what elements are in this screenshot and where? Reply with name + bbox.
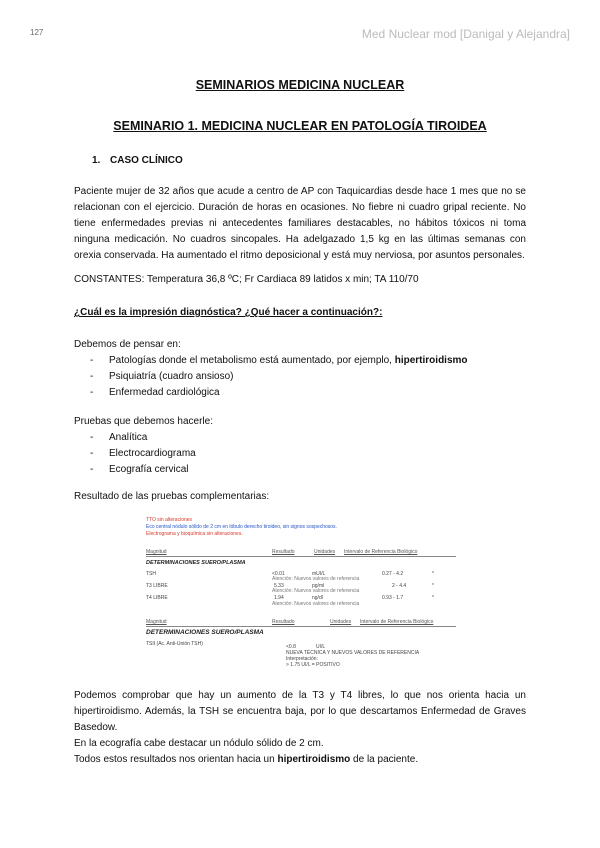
lab-header-result: Resultado	[272, 619, 295, 625]
final-conclusion-emphasis: hipertiroidismo	[277, 754, 351, 765]
list-item: - Analítica	[90, 430, 526, 446]
lab-header-magnitude: Magnitud	[146, 549, 167, 555]
lab-row-flag: *	[432, 571, 434, 577]
seminar-title: SEMINARIO 1. MEDICINA NUCLEAR EN PATOLOGÍA TIROIDEA	[113, 119, 487, 133]
section-heading	[92, 155, 183, 166]
vital-signs: CONSTANTES: Temperatura 36,8 ºC; Fr Cardiaca 89 latidos x min; TA 110/70	[74, 274, 419, 285]
lab-line-red: Electrograma y bioquímica sin alteraciones.	[146, 531, 243, 537]
lab-report-image	[146, 517, 456, 691]
lab-line-red: TTO sin alteraciones	[146, 517, 193, 523]
list-item: - Electrocardiograma	[90, 446, 526, 462]
ultrasound-finding: En la ecografía cabe destacar un nódulo sólido de 2 cm.	[74, 738, 324, 749]
conclusion-paragraph: Podemos comprobar que hay un aumento de la T3 y T4 libres, lo que nos orienta hacia un hipertiroidismo. Además, la TSH se encuentra baja, por lo que descartamos Enfermedad de Graves Basedow.	[74, 690, 526, 733]
list-item-emphasis: hipertiroidismo	[394, 355, 468, 366]
differential-intro: Debemos de pensar en:	[74, 339, 181, 350]
differential-list	[74, 337, 526, 401]
lab-row-range: 0.27 - 4.2	[382, 571, 404, 577]
lab-row-result: 5.33	[274, 583, 284, 589]
lab-row-note: Atención: Nuevos valores de referencia	[272, 601, 360, 607]
final-conclusion-text: Todos estos resultados nos orientan hacia un	[74, 754, 278, 765]
page-number: 127	[30, 28, 44, 37]
lab-row-range: 2 - 4.4	[392, 583, 407, 589]
lab-line-blue: Eco central nódulo sólido de 2 cm en lóbulo derecho tiroideo, sin signos sospechosos.	[146, 524, 337, 530]
list-item-text: Patologías donde el metabolismo está aumentado, por ejemplo,	[109, 355, 395, 366]
list-item: - Ecografía cervical	[90, 462, 526, 478]
lab-header-range: Intervalo de Referencia Biológico	[344, 549, 418, 555]
lab-section-title: DETERMINACIONES SUERO/PLASMA	[146, 560, 246, 566]
list-item	[90, 353, 526, 369]
lab-divider	[146, 626, 456, 627]
document-title: SEMINARIOS MEDICINA NUCLEAR	[195, 78, 405, 92]
diagnostic-question: ¿Cuál es la impresión diagnóstica? ¿Qué hacer a continuación?:	[74, 307, 383, 318]
lab-interp-value: > 1.75 UI/L = POSITIVO	[286, 662, 340, 668]
lab-header-range: Intervalo de Referencia Biológico	[360, 619, 434, 625]
header-note: Med Nuclear mod [Danigal y Alejandra]	[361, 27, 570, 41]
lab-row-note: NUEVA TÉCNICA Y NUEVOS VALORES DE REFERENCIA	[286, 650, 420, 656]
lab-row-result: <0.01	[272, 571, 285, 577]
lab-row-unit: UI/L	[316, 644, 326, 650]
lab-row-name: T3 LIBRE	[146, 583, 168, 589]
final-conclusion	[74, 752, 526, 768]
list-item: - Psiquiatría (cuadro ansioso)	[90, 369, 526, 385]
lab-divider	[146, 556, 456, 557]
lab-row-flag: *	[432, 595, 434, 601]
lab-row-range: 0.93 - 1.7	[382, 595, 404, 601]
lab-row-flag: *	[432, 583, 434, 589]
lab-row-name: TSII (Ac. Anti-Unión TSH)	[146, 641, 203, 647]
results-intro: Resultado de las pruebas complementarias:	[74, 491, 270, 502]
lab-row-note: Atención: Nuevos valores de referencia	[272, 588, 360, 594]
lab-header-units: Unidades	[330, 619, 352, 625]
case-paragraph: Paciente mujer de 32 años que acude a centro de AP con Taquicardias desde hace 1 mes que no se relacionan con el ejercicio. Duración de horas en ocasiones. No fiebre ni cuadro gripal reciente. No tiene enfermedades previas ni antecedentes familiares destacables, no hábitos tóxicos ni toma ninguna medicación. No cuadros sincopales. Ha adelgazado 1,5 kg en las últimas semanas con orexia conservada. Ha aumentado el ritmo deposicional y está muy nerviosa, por asuntos personales.	[74, 186, 526, 261]
section-number: 1.	[92, 155, 101, 166]
lab-header-magnitude: Magnitud	[146, 619, 167, 625]
lab-row-name: TSH	[146, 571, 156, 577]
tests-intro: Pruebas que debemos hacerle:	[74, 416, 213, 427]
lab-section-title: DETERMINACIONES SUERO/PLASMA	[146, 629, 264, 636]
tests-list	[74, 414, 526, 478]
list-item: - Enfermedad cardiológica	[90, 385, 526, 401]
lab-header-units: Unidades	[314, 549, 336, 555]
section-label: CASO CLÍNICO	[110, 155, 183, 166]
lab-row-result: 1.94	[274, 595, 284, 601]
lab-header-result: Resultado	[272, 549, 295, 555]
lab-row-result: <0.8	[286, 644, 296, 650]
lab-row-unit: pg/ml	[312, 583, 325, 589]
lab-row-unit: ng/dl	[312, 595, 323, 601]
lab-row-name: T4 LIBRE	[146, 595, 168, 601]
lab-row-note: Atención: Nuevos valores de referencia	[272, 576, 360, 582]
lab-row-unit: mUI/L	[312, 571, 326, 577]
lab-interp-label: Interpretación:	[286, 656, 318, 662]
final-conclusion-end: de la paciente.	[350, 754, 419, 765]
